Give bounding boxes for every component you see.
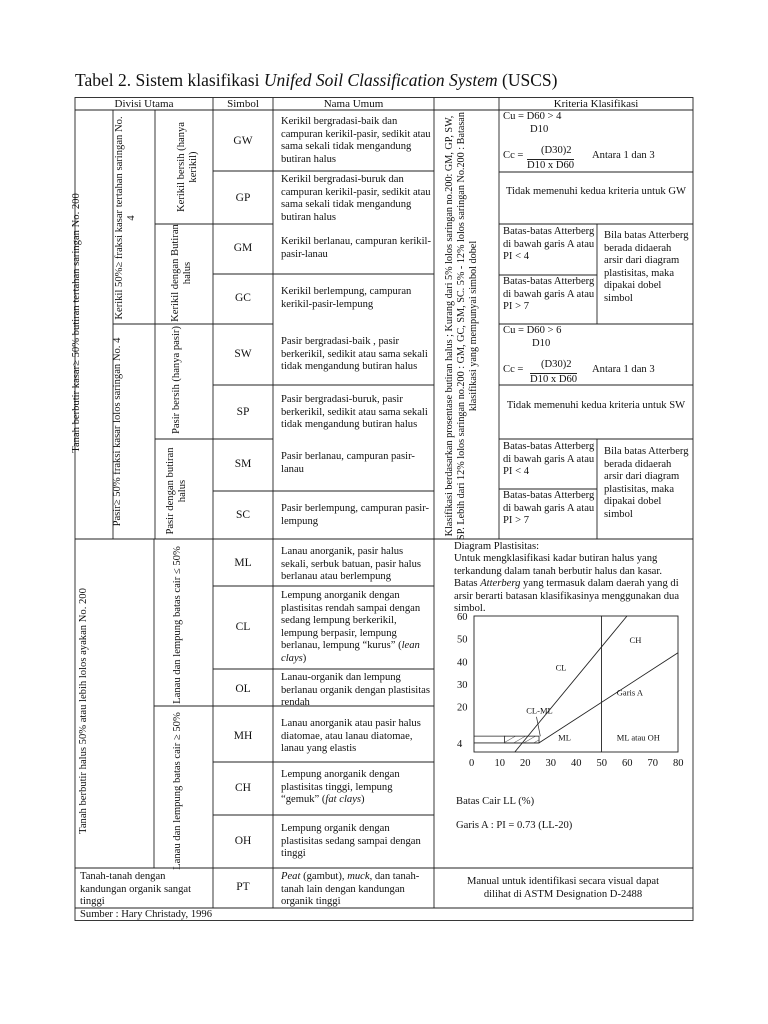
- symbol-ol: OL: [235, 683, 251, 695]
- symbol-gm: GM: [233, 242, 253, 254]
- x-tick-label: 0: [469, 758, 475, 769]
- gw-cc-denominator: D10 x D60: [527, 160, 575, 171]
- y-tick-label: 40: [457, 657, 468, 669]
- gw-cc-range: Antara 1 dan 3: [592, 150, 655, 161]
- group-high-ll: Lanau dan lempung batas cair ≥ 50%: [172, 712, 183, 870]
- y-tick-label: 60: [457, 612, 468, 623]
- header-kriteria: Kriteria Klasifikasi: [553, 97, 639, 110]
- group-gravel: Kerikil 50%≥ fraksi kasar tertahan saringan No. 4: [114, 116, 138, 320]
- plasticity-heading: Diagram Plastisitas:: [454, 541, 540, 552]
- name-sp: Pasir bergradasi-buruk, pasir berkerikil, sedikit atau sama sekali tidak mengandung butiran halus: [281, 394, 428, 431]
- fines-percentage-note: Klasifikasi berdasarkan prosentase butiran halus ; Kurang dari 5% lolos saringan no.200: GM, GP, SW, SP. Lebih dari 12% lolos saringan no.200 : GM, GC, SM, SC. 5% - 12% lolos saringan No.200 : Batasan klasifikasi yang mempunyai simbol dobel: [444, 112, 479, 540]
- x-tick-label: 10: [494, 758, 505, 769]
- group-coarse-soils: Tanah berbutir kasar≥ 50% butiran tertahan saringan No. 200: [71, 193, 82, 453]
- gw-cc-label: Cc =: [503, 150, 524, 161]
- organic-division: Tanah-tanah dengan kandungan organik sangat tinggi: [80, 871, 192, 908]
- plasticity-atterberg-note: Batas Atterberg yang termasuk dalam daerah yang di arsir berarti batasan klasifikasinya menggunakan dua simbol.: [454, 578, 680, 615]
- name-sm: Pasir berlanau, campuran pasir-lanau: [281, 451, 415, 475]
- name-gm: Kerikil berlanau, campuran kerikil-pasir-lanau: [281, 236, 432, 260]
- sw-cc-range: Antara 1 dan 3: [592, 364, 655, 375]
- chart-x-label: Batas Cair LL (%): [456, 796, 535, 807]
- symbol-mh: MH: [233, 730, 253, 742]
- sw-cu: Cu = D60 > 6: [503, 325, 562, 336]
- symbol-sp: SP: [236, 406, 250, 418]
- dual-symbol-sand: Bila batas Atterberg berada didaerah arsir dari diagram plastisitas, maka dipakai dobel simbol: [604, 446, 689, 520]
- plasticity-description: Untuk mengklasifikasi kadar butiran halus yang terkandung dalam tanah berbutir halus dan kasar.: [454, 553, 662, 577]
- sw-cc-denominator: D10 x D60: [530, 374, 578, 385]
- zone-label: ML: [558, 732, 571, 743]
- name-gw: Kerikil bergradasi-baik dan campuran kerikil-pasir, sedikit atau sama sekali tidak mengandung butiran halus: [281, 116, 431, 165]
- hatched-zone: [505, 736, 539, 743]
- name-cl: Lempung anorganik dengan plastisitas rendah sampai dengan sedang lempung berkerikil, lempung berpasir, lempung berlanau, lempung “kurus” (lean clays): [281, 590, 421, 664]
- y-tick-label: 30: [457, 680, 468, 691]
- zone-label: CL: [555, 662, 567, 673]
- x-tick-label: 70: [647, 758, 658, 769]
- source-note: Sumber : Hary Christady, 1996: [80, 909, 213, 920]
- y-tick-label: 50: [457, 634, 468, 646]
- symbol-ml: ML: [234, 557, 252, 569]
- name-ch: Lempung anorganik dengan plastisitas tinggi, lempung “gemuk” (fat clays): [281, 769, 400, 806]
- gm-criteria: Batas-batas Atterberg di bawah garis A atau PI < 4: [503, 226, 595, 262]
- gw-cc-numerator: (D30)2: [541, 145, 572, 156]
- symbol-ch: CH: [235, 782, 251, 794]
- sw-cc-numerator: (D30)2: [541, 359, 572, 370]
- symbol-sw: SW: [234, 348, 252, 360]
- dual-symbol-gravel: Bila batas Atterberg berada didaerah arsir dari diagram plastisitas, maka dipakai dobel simbol: [604, 230, 689, 304]
- header-nama: Nama Umum: [323, 97, 384, 110]
- symbol-sc: SC: [235, 509, 251, 521]
- name-gc: Kerikil berlempung, campuran kerikil-pasir-lempung: [281, 286, 412, 310]
- name-ol: Lanau-organik dan lempung berlanau organik dengan plastisitas rendah: [281, 672, 430, 709]
- gc-criteria: Batas-batas Atterberg di bawah garis A atau PI > 7: [503, 276, 595, 312]
- zone-label: Garis A: [616, 687, 644, 698]
- sc-criteria: Batas-batas Atterberg di bawah garis A atau PI > 7: [503, 490, 595, 526]
- organic-criteria: Manual untuk identifikasi secara visual dapat dilihat di ASTM Designation D-2488: [466, 876, 660, 900]
- symbol-cl: CL: [235, 621, 251, 633]
- group-sand-fines: Pasir dengan butiran halus: [165, 447, 189, 535]
- symbol-gp: GP: [235, 192, 251, 204]
- a-line-equation: Garis A : PI = 0.73 (LL-20): [456, 820, 573, 831]
- sw-cc-label: Cc =: [503, 364, 524, 375]
- group-sand: Pasir≥ 50% fraksi kasar lolos saringan No. 4: [112, 337, 123, 527]
- sw-d10: D10: [532, 338, 551, 349]
- sm-criteria: Batas-batas Atterberg di bawah garis A atau PI < 4: [503, 441, 595, 477]
- symbol-sm: SM: [234, 458, 252, 470]
- x-tick-label: 40: [571, 758, 582, 769]
- name-oh: Lempung organik dengan plastisitas sedang sampai dengan tinggi: [281, 823, 421, 860]
- group-gravel-fines: Kerikil dengan Butiran halus: [170, 224, 194, 322]
- name-ml: Lanau anorganik, pasir halus sekali, serbuk batuan, pasir halus berlanau atau berlempung: [281, 546, 422, 583]
- name-sw: Pasir bergradasi-baik , pasir berkerikil, sedikit atau sama sekali tidak mengandung butiran halus: [281, 336, 428, 373]
- zone-label: ML atau OH: [616, 732, 660, 743]
- gw-d10: D10: [530, 124, 549, 135]
- name-gp: Kerikil bergradasi-buruk dan campuran kerikil-pasir, sedikit atau sama sekali tidak mengandung butiran halus: [281, 174, 431, 223]
- name-pt: Peat (gambut), muck, dan tanah-tanah lain dengan kandungan organik tinggi: [281, 871, 420, 908]
- cl-ml-leader: [536, 717, 540, 736]
- x-tick-label: 20: [520, 758, 531, 769]
- name-sc: Pasir berlempung, campuran pasir-lempung: [281, 503, 430, 527]
- group-low-ll: Lanau dan lempung batas cair ≤ 50%: [172, 546, 183, 704]
- table-title: Tabel 2. Sistem klasifikasi Unifed Soil Classification System (USCS): [75, 70, 558, 90]
- zone-label: CH: [629, 635, 642, 646]
- gw-cu: Cu = D60 > 4: [503, 111, 562, 122]
- x-tick-label: 80: [673, 758, 684, 769]
- chart-line-1: [515, 616, 627, 752]
- symbol-gc: GC: [235, 292, 251, 304]
- header-divisi: Divisi Utama: [114, 97, 174, 110]
- y-tick-label: 4: [457, 738, 463, 750]
- symbol-gw: GW: [233, 135, 253, 147]
- group-fine-soils: Tanah berbutir halus 50% atau lebih lolos ayakan No. 200: [78, 588, 89, 834]
- y-tick-label: 20: [457, 702, 468, 714]
- sp-criteria: Tidak memenuhi kedua kriteria untuk SW: [506, 400, 686, 411]
- chart-frame: [474, 616, 678, 752]
- symbol-pt: PT: [236, 881, 250, 893]
- x-tick-label: 60: [622, 758, 633, 769]
- x-tick-label: 30: [545, 758, 556, 769]
- gp-criteria: Tidak memenuhi kedua kriteria untuk GW: [506, 186, 686, 197]
- group-clean-sand: Pasir bersih (hanya pasir): [171, 326, 182, 434]
- symbol-oh: OH: [234, 835, 252, 847]
- x-tick-label: 50: [596, 758, 607, 769]
- header-simbol: Simbol: [227, 97, 259, 110]
- name-mh: Lanau anorganik atau pasir halus diatomae, atau lanau diatomae, lanau yang elastis: [281, 718, 421, 755]
- zone-label: CL-ML: [526, 705, 553, 716]
- group-clean-gravel: Kerikil bersih (hanya kerikil): [176, 121, 200, 213]
